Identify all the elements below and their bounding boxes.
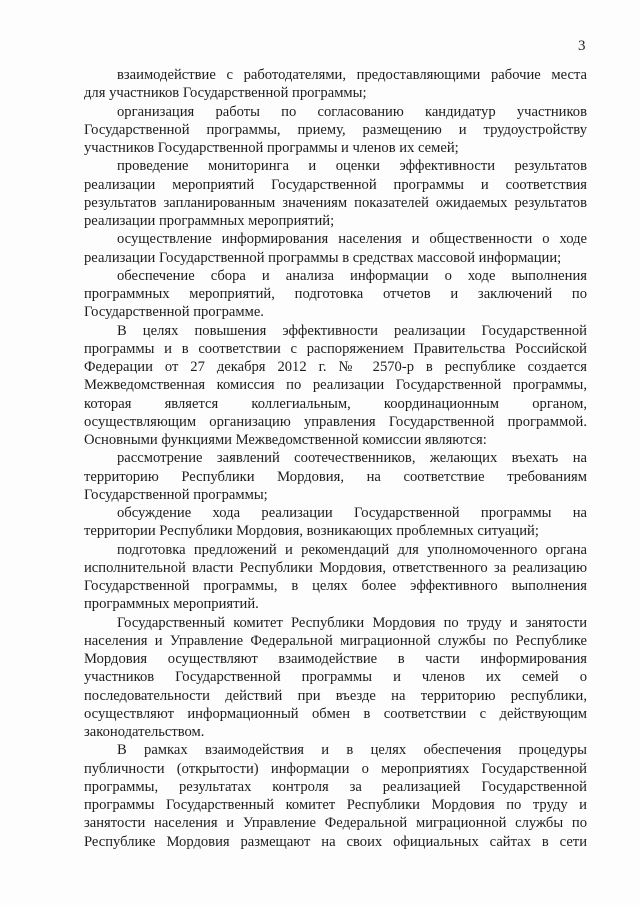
- text-line: для участников Государственной программы;: [84, 85, 367, 102]
- text-line: программы и в соответствии с распоряжением Правительства Российской: [84, 340, 587, 357]
- text-line: занятости населения и Управление Федеральной миграционной службы по: [84, 815, 587, 832]
- text-line: В рамках взаимодействия и в целях обеспечения процедуры: [117, 742, 587, 759]
- text-line: В целях повышения эффективности реализации Государственной: [117, 322, 587, 339]
- text-line: программы, результатах контроля за реализацией Государственной: [84, 778, 587, 795]
- text-line: Федерации от 27 декабря 2012 г. № 2570-р в республике создается: [84, 359, 587, 375]
- text-line: законодательством.: [84, 724, 205, 740]
- text-line: программы Государственный комитет Республики Мордовия по труду и: [84, 797, 587, 813]
- text-line: Основными функциями Межведомственной комиссии являются:: [84, 432, 487, 448]
- text-line: исполнительной власти Республики Мордовия, ответственного за реализацию: [84, 559, 587, 576]
- text-line: осуществляют информационный обмен в соответствии с действующим: [84, 705, 587, 722]
- text-line: Государственной программы, приему, размещению и трудоустройству: [84, 121, 587, 138]
- page-number: 3: [578, 38, 586, 54]
- text-line: реализации Государственной программы в средствах массовой информации;: [84, 249, 562, 266]
- text-line: проведение мониторинга и оценки эффективности результатов: [117, 158, 587, 175]
- text-line: осуществляющим организацию управления Государственной программой.: [84, 413, 587, 430]
- text-line: обеспечение сбора и анализа информации о ходе выполнения: [117, 267, 587, 284]
- text-line: последовательности действий при въезде на территорию республики,: [84, 687, 587, 704]
- text-line: Республике Мордовия размещают на своих официальных сайтах в сети: [84, 833, 587, 850]
- text-line: Государственной программы;: [84, 486, 268, 503]
- text-line: Межведомственная комиссия по реализации Государственной программы,: [84, 377, 587, 394]
- text-line: Государственный комитет Республики Мордовия по труду и занятости: [117, 614, 587, 631]
- text-line: территорию Республики Мордовия, на соответствие требованиям: [84, 468, 587, 485]
- text-line: участников Государственной программы и членов их семей;: [84, 140, 459, 156]
- text-line: территории Республики Мордовия, возникающих проблемных ситуаций;: [84, 523, 539, 540]
- text-line: рассмотрение заявлений соотечественников, желающих въехать на: [117, 450, 587, 467]
- document-body: [84, 66, 587, 851]
- text-line: публичности (открытости) информации о мероприятиях Государственной: [84, 760, 587, 777]
- text-line: осуществление информирования населения и общественности о ходе: [117, 231, 587, 248]
- text-line: реализации мероприятий Государственной программы и соответствия: [84, 176, 587, 193]
- text-line: обсуждение хода реализации Государственной программы на: [117, 505, 587, 521]
- text-line: программных мероприятий, подготовка отчетов и заключений по: [84, 286, 587, 302]
- text-line: результатов запланированным значениям показателей ожидаемых результатов: [84, 194, 587, 211]
- text-line: взаимодействие с работодателями, предоставляющими рабочие места: [117, 67, 587, 83]
- text-line: Мордовия осуществляют взаимодействие в части информирования: [84, 651, 587, 667]
- text-line: подготовка предложений и рекомендаций для уполномоченного органа: [117, 541, 587, 558]
- text-line: участников Государственной программы и членов их семей о: [84, 669, 587, 686]
- text-line: которая является коллегиальным, координационным органом,: [84, 395, 587, 412]
- text-line: населения и Управление Федеральной миграционной службы по Республике: [84, 632, 587, 649]
- text-line: реализации программных мероприятий;: [84, 213, 335, 229]
- text-line: Государственной программе.: [84, 304, 264, 321]
- text-line: организация работы по согласованию кандидатур участников: [117, 103, 587, 120]
- text-line: Государственной программы, в целях более эффективного выполнения: [84, 578, 587, 594]
- text-line: программных мероприятий.: [84, 596, 259, 613]
